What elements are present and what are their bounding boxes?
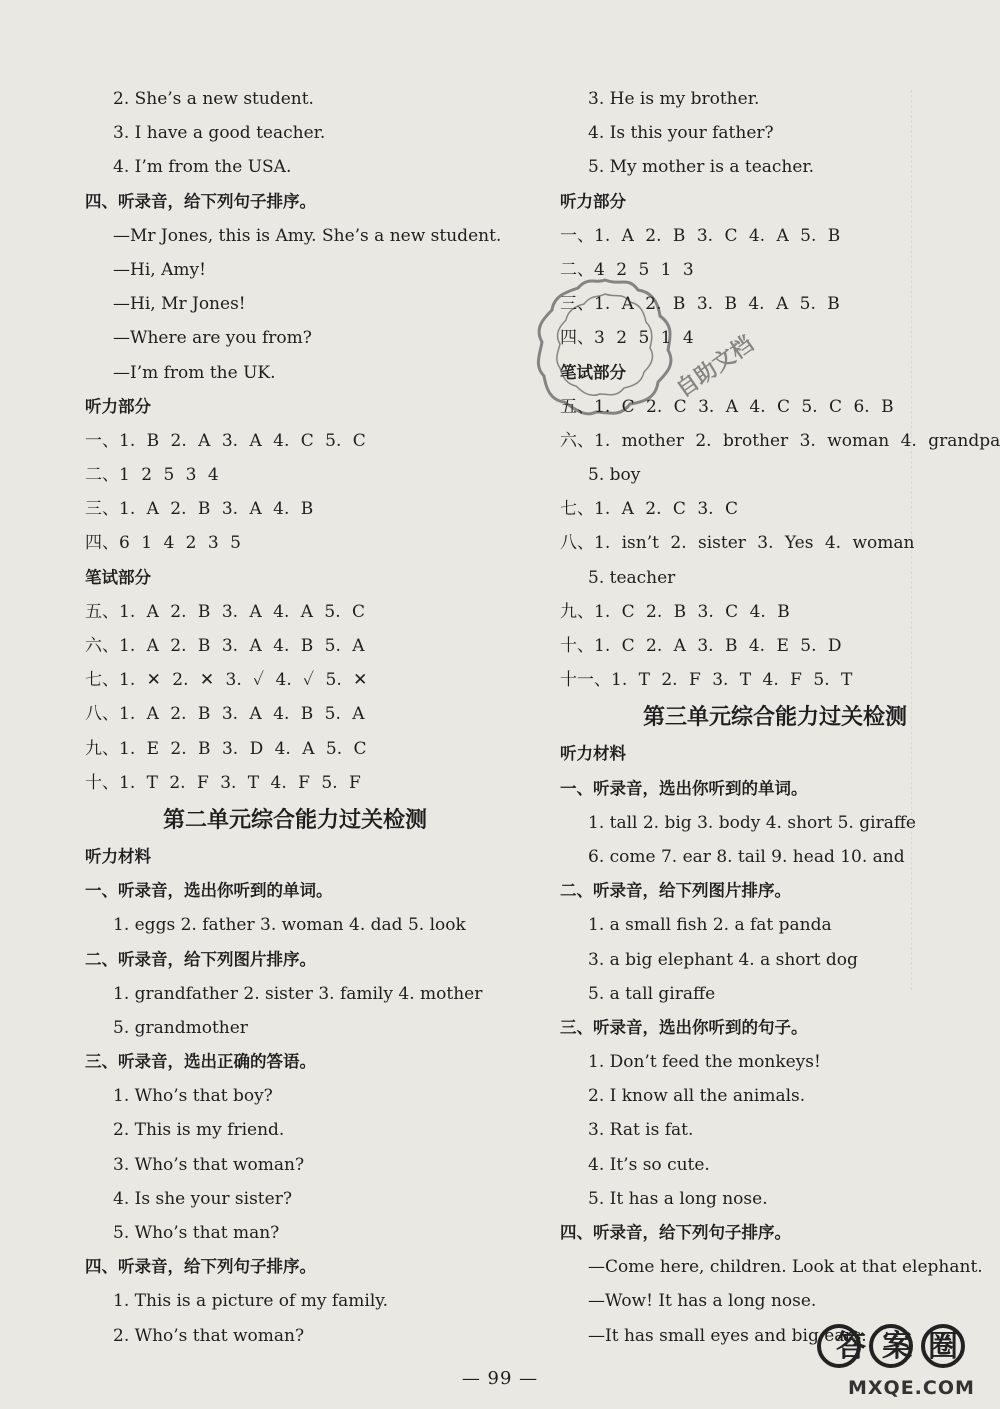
- answer-line: 3. a big elephant 4. a short dog: [588, 949, 858, 970]
- answer-line: —Hi, Mr Jones!: [113, 294, 246, 315]
- answer-line: 2. This is my friend.: [113, 1120, 285, 1141]
- answer-line: 3. He is my brother.: [588, 89, 760, 109]
- answer-line: —Hi, Amy!: [113, 259, 206, 280]
- section-title: 第二单元综合能力过关检测: [162, 807, 427, 833]
- answer-line: 六、1. mother 2. brother 3. woman 4. grandpa: [560, 430, 1000, 451]
- answer-line: 七、1. A 2. C 3. C: [560, 499, 738, 520]
- section-heading: 听力材料: [560, 744, 626, 764]
- answer-line: 九、1. E 2. B 3. D 4. A 5. C: [85, 738, 367, 759]
- answer-line: 5. My mother is a teacher.: [588, 157, 815, 178]
- answer-line: 5. teacher: [588, 567, 676, 588]
- answer-line: 3. Rat is fat.: [588, 1120, 694, 1141]
- answer-line: 4. Is she your sister?: [113, 1188, 292, 1209]
- section-heading: 二、听录音，给下列图片排序。: [85, 949, 316, 969]
- stamp-seal-icon: [530, 272, 680, 422]
- section-heading: 听力部分: [560, 191, 626, 211]
- answer-line: 3. I have a good teacher.: [113, 123, 326, 144]
- answer-line: 1. grandfather 2. sister 3. family 4. mother: [113, 983, 483, 1004]
- answer-line: 十一、1. T 2. F 3. T 4. F 5. T: [560, 670, 853, 691]
- answer-line: 1. Who’s that boy?: [113, 1086, 273, 1107]
- answer-line: 一、1. A 2. B 3. C 4. A 5. B: [560, 225, 841, 246]
- answer-line: 1. eggs 2. father 3. woman 4. dad 5. look: [113, 915, 466, 936]
- answer-line: 八、1. A 2. B 3. A 4. B 5. A: [85, 704, 365, 725]
- answer-line: 八、1. isn’t 2. sister 3. Yes 4. woman: [560, 533, 915, 554]
- answer-line: 1. a small fish 2. a fat panda: [588, 915, 832, 936]
- watermark-url: MXQE.COM: [848, 1377, 975, 1399]
- answer-line: 2. I know all the animals.: [588, 1086, 806, 1107]
- answer-line: 4. It’s so cute.: [588, 1154, 710, 1175]
- answer-line: 四、6 1 4 2 3 5: [85, 533, 241, 554]
- page-number: — 99 —: [461, 1368, 539, 1389]
- section-heading: 四、听录音，给下列句子排序。: [85, 191, 316, 211]
- section-heading: 一、听录音，选出你听到的单词。: [560, 778, 808, 798]
- answer-line: 2. Who’s that woman?: [113, 1325, 305, 1346]
- answer-line: 6. come 7. ear 8. tail 9. head 10. and: [588, 846, 905, 867]
- section-heading: 笔试部分: [85, 567, 151, 587]
- section-heading: 四、听录音，给下列句子排序。: [560, 1223, 791, 1242]
- section-heading: 三、听录音，选出你听到的句子。: [560, 1017, 808, 1037]
- answer-line: 1. This is a picture of my family.: [113, 1291, 389, 1312]
- section-heading: 二、听录音，给下列图片排序。: [560, 881, 791, 901]
- section-title: 第三单元综合能力过关检测: [642, 705, 907, 731]
- answer-line: —Mr Jones, this is Amy. She’s a new student.: [113, 225, 502, 246]
- answer-line: 一、1. B 2. A 3. A 4. C 5. C: [85, 430, 366, 451]
- answer-line: 五、1. C 2. C 3. A 4. C 5. C 6. B: [560, 396, 894, 417]
- section-heading: 听力部分: [85, 396, 151, 416]
- answer-line: 二、4 2 5 1 3: [560, 259, 694, 280]
- answer-line: 3. Who’s that woman?: [113, 1154, 305, 1175]
- answer-line: 六、1. A 2. B 3. A 4. B 5. A: [85, 636, 365, 656]
- answer-line: 十、1. T 2. F 3. T 4. F 5. F: [85, 772, 361, 793]
- answer-line: 二、1 2 5 3 4: [85, 465, 219, 486]
- answer-line: 4. Is this your father?: [588, 123, 774, 144]
- answer-line: 三、1. A 2. B 3. B 4. A 5. B: [560, 294, 840, 315]
- answer-line: 九、1. C 2. B 3. C 4. B: [560, 601, 790, 622]
- answer-line: 四、3 2 5 1 4: [560, 328, 694, 349]
- answer-line: —I’m from the UK.: [113, 362, 276, 383]
- answer-line: 2. She’s a new student.: [113, 89, 314, 109]
- section-heading: 四、听录音，给下列句子排序。: [85, 1257, 316, 1277]
- section-heading: 三、听录音，选出正确的答语。: [85, 1052, 316, 1072]
- answer-line: 十、1. C 2. A 3. B 4. E 5. D: [560, 636, 842, 656]
- left-column: [85, 82, 505, 1353]
- svg-text:答案圈: 答案圈: [836, 1329, 974, 1364]
- answer-line: —Wow! It has a long nose.: [588, 1291, 817, 1312]
- answer-line: 5. boy: [588, 465, 641, 486]
- section-heading: 笔试部分: [560, 362, 626, 382]
- answer-line: 五、1. A 2. B 3. A 4. A 5. C: [85, 601, 366, 622]
- section-heading: 一、听录音，选出你听到的单词。: [85, 881, 333, 901]
- answer-line: 三、1. A 2. B 3. A 4. B: [85, 499, 314, 520]
- answer-line: —Come here, children. Look at that elephant.: [588, 1257, 983, 1278]
- answer-line: 七、1. ✕ 2. ✕ 3. ✓ 4. ✓ 5. ✕: [85, 670, 368, 691]
- answer-line: 5. It has a long nose.: [588, 1188, 768, 1209]
- answer-line: 4. I’m from the USA.: [113, 157, 292, 178]
- section-heading: 听力材料: [85, 846, 151, 866]
- answer-line: 5. grandmother: [113, 1017, 248, 1038]
- answer-line: —Where are you from?: [113, 328, 312, 349]
- answer-line: 1. tall 2. big 3. body 4. short 5. giraffe: [588, 812, 916, 833]
- answer-line: 1. Don’t feed the monkeys!: [588, 1052, 821, 1073]
- answer-line: —It has small eyes and big ears.: [588, 1325, 867, 1346]
- answer-line: 5. Who’s that man?: [113, 1223, 280, 1243]
- stamp-label: 自助文档: [671, 331, 759, 403]
- answer-line: 5. a tall giraffe: [588, 983, 716, 1004]
